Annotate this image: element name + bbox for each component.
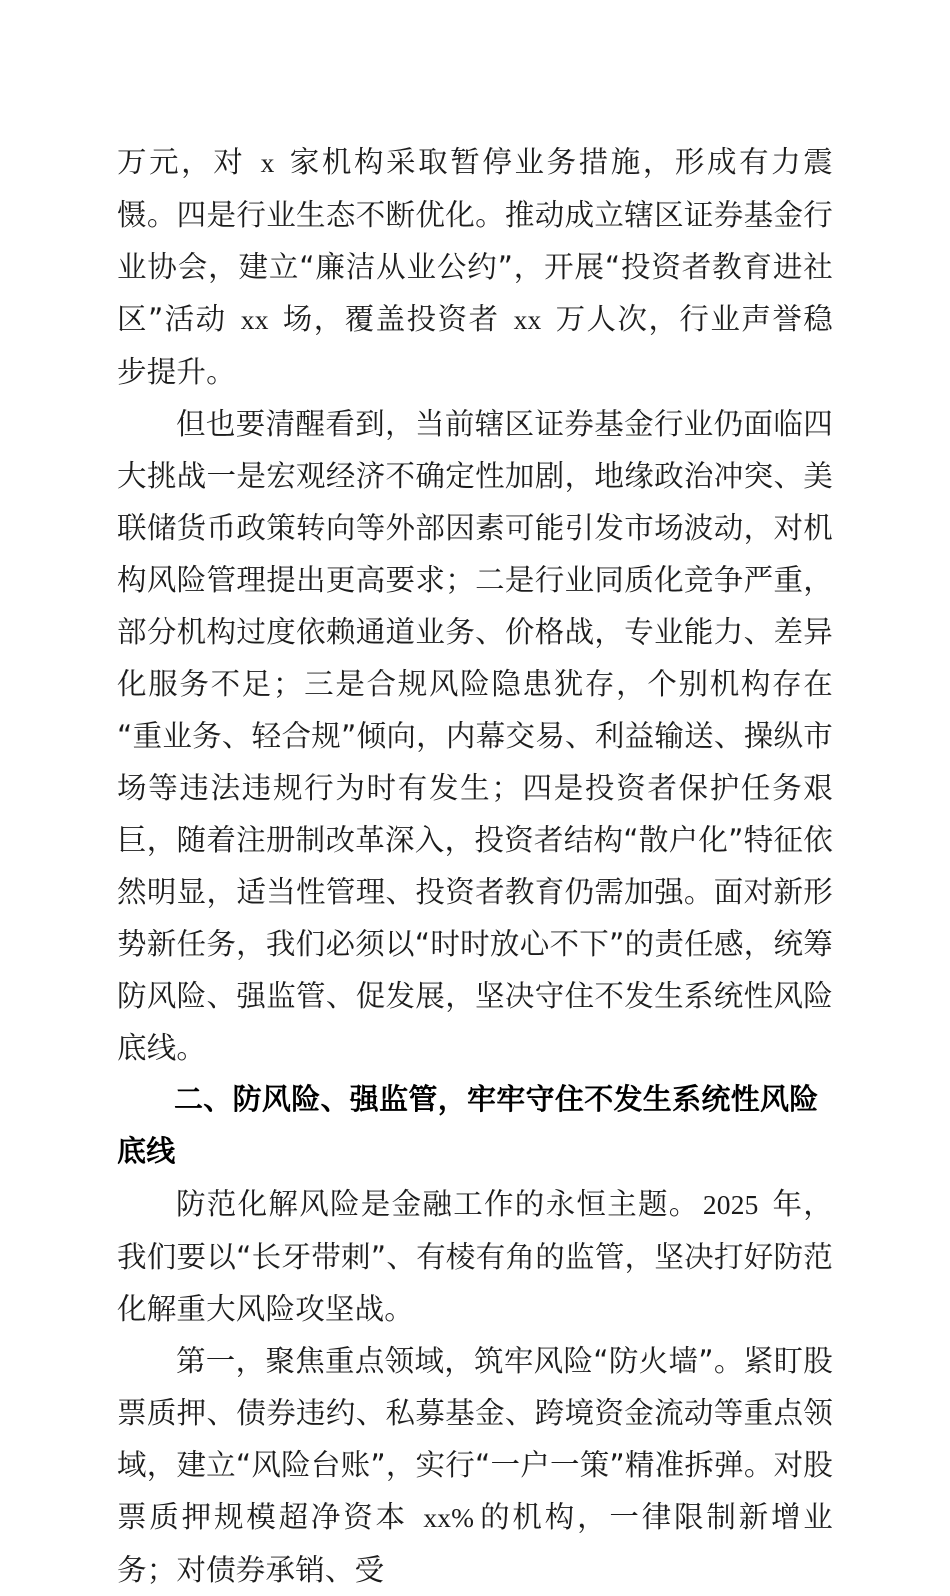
- latin-run: x: [260, 148, 275, 178]
- section-heading-two: 二、防风险、强监管，牢牢守住不发生系统性风险底线: [117, 1084, 819, 1168]
- paragraph-risk-prevention-eternal-theme: 防范化解风险是金融工作的永恒主题。 2025 年，我们要以“长牙带刺”、有棱有角的监管，坚决打好防范化解重大风险攻坚战。: [117, 1187, 833, 1326]
- latin-run: 2025: [702, 1190, 759, 1220]
- paragraph-first-key-areas-firewall: 第一，聚焦重点领域，筑牢风险“防火墙”。紧盯股票质押、债券违约、私募基金、跨境资金流动等重点领域，建立“风险台账”，实行“一户一策”精准拆弹。对股票质押规模超净资本 xx% 的机构，一律限制新增业务；对债券承销、受: [117, 1344, 833, 1587]
- paragraph-continued-industry-ecosystem: 万元，对 x 家机构采取暂停业务措施，形成有力震慑。四是行业生态不断优化。推动成立辖区证券基金行业协会，建立“廉洁从业公约”，开展“投资者教育进社区”活动 xx 场，覆盖投资者 xx 万人次，行业声誉稳步提升。: [117, 145, 833, 389]
- latin-run: xx: [240, 305, 269, 335]
- latin-run: xx%: [423, 1503, 475, 1533]
- paragraph-four-major-challenges: 但也要清醒看到，当前辖区证券基金行业仍面临四大挑战一是宏观经济不确定性加剧，地缘政治冲突、美联储货币政策转向等外部因素可能引发市场波动，对机构风险管理提出更高要求；二是行业同质化竞争严重，部分机构过度依赖通道业务、价格战，专业能力、差异化服务不足；三是合规风险隐患犹存，个别机构存在“重业务、轻合规”倾向，内幕交易、利益输送、操纵市场等违法违规行为时有发生；四是投资者保护任务艰巨，随着注册制改革深入，投资者结构“散户化”特征依然明显，适当性管理、投资者教育仍需加强。面对新形势新任务，我们必须以“时时放心不下”的责任感，统筹防风险、强监管、促发展，坚决守住不发生系统性风险底线。: [117, 407, 833, 1065]
- latin-run: xx: [513, 305, 542, 335]
- document-text-body: [117, 136, 833, 1596]
